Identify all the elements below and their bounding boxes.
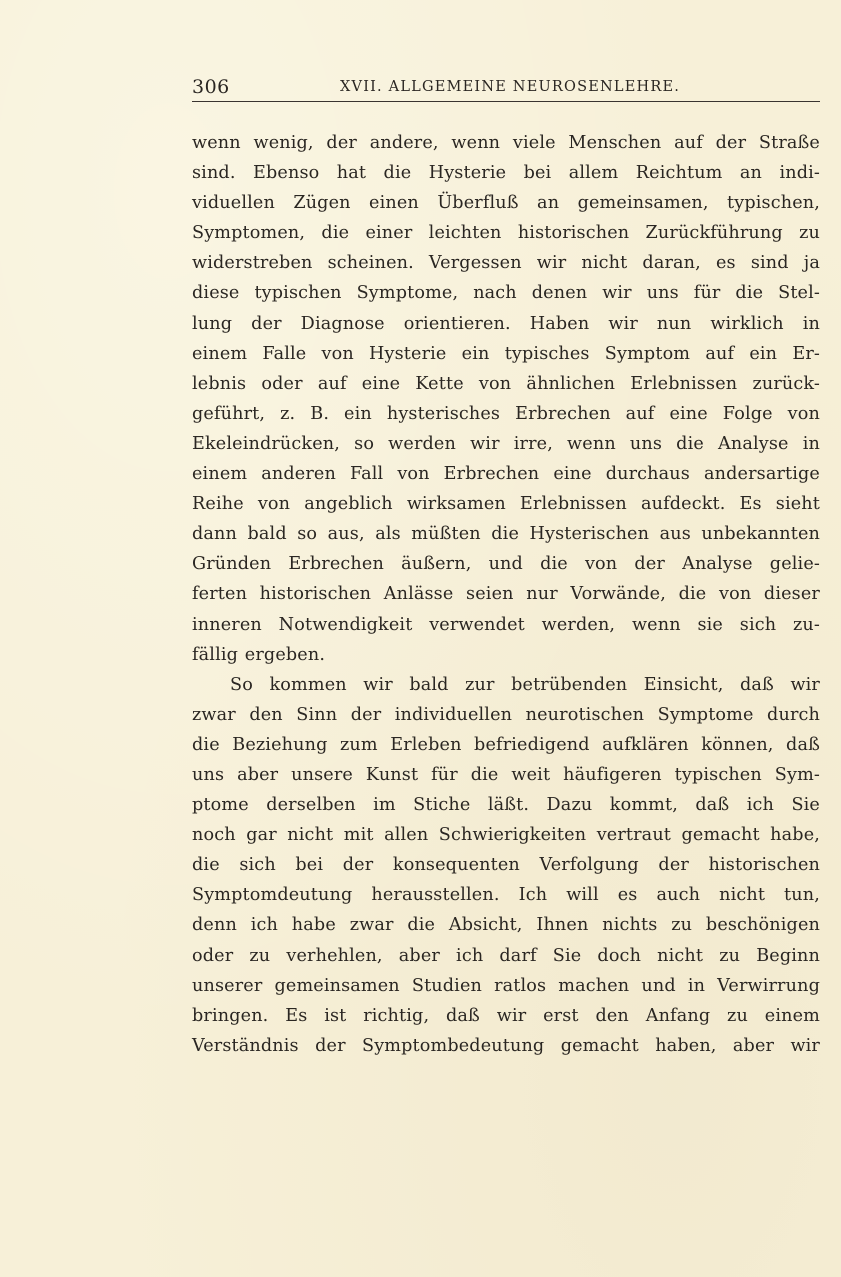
text-line: unserer gemeinsamen Studien ratlos machen und in Verwirrung (192, 975, 820, 996)
text-line: wenn wenig, der andere, wenn viele Menschen auf der Straße (192, 133, 820, 153)
text-line: Symptomen, die einer leichten historischen Zurückführung zu (192, 223, 820, 244)
text-line: lung der Diagnose orientieren. Haben wir nun wirklich in (192, 313, 820, 334)
page-number: 306 (192, 76, 230, 98)
text-line: uns aber unsere Kunst für die weit häufigeren typischen Sym- (192, 764, 820, 785)
text-line: denn ich habe zwar die Absicht, Ihnen nichts zu beschönigen (192, 915, 820, 936)
text-line: Gründen Erbrechen äußern, und die von der Analyse gelie- (192, 554, 820, 575)
running-head (192, 74, 820, 100)
text-line: geführt, z. B. ein hysterisches Erbrechen auf eine Folge von (192, 403, 820, 424)
text-line: noch gar nicht mit allen Schwierigkeiten vertraut gemacht habe, (192, 825, 820, 846)
text-line: die Beziehung zum Erleben befriedigend aufklären können, daß (192, 734, 820, 755)
text-line: ferten historischen Anlässe seien nur Vorwände, die von dieser (192, 584, 820, 605)
text-line: dann bald so aus, als müßten die Hysterischen aus unbekannten (192, 524, 820, 545)
text-line: sind. Ebenso hat die Hysterie bei allem Reichtum an indi- (192, 163, 820, 184)
text-line: einem Falle von Hysterie ein typisches Symptom auf ein Er- (192, 343, 820, 364)
body-text (192, 128, 820, 1061)
text-line: widerstreben scheinen. Vergessen wir nicht daran, es sind ja (192, 253, 820, 274)
header-rule (192, 101, 820, 102)
text-line: Reihe von angeblich wirksamen Erlebnissen aufdeckt. Es sieht (192, 494, 820, 515)
text-line: bringen. Es ist richtig, daß wir erst den Anfang zu einem (192, 1005, 820, 1026)
paragraph-last-line: fällig ergeben. (192, 644, 326, 665)
text-line: ptome derselben im Stiche läßt. Dazu kommt, daß ich Sie (192, 795, 820, 816)
text-line: inneren Notwendigkeit verwendet werden, wenn sie sich zu- (192, 614, 820, 635)
running-title: XVII. ALLGEMEINE NEUROSENLEHRE. (340, 79, 681, 95)
text-line: lebnis oder auf eine Kette von ähnlichen Erlebnissen zurück- (192, 373, 820, 394)
text-line: Verständnis der Symptombedeutung gemacht haben, aber wir (192, 1035, 820, 1056)
text-line: oder zu verhehlen, aber ich darf Sie doch nicht zu Beginn (192, 945, 820, 966)
text-line: diese typischen Symptome, nach denen wir uns für die Stel- (192, 283, 820, 304)
text-line: Ekeleindrücken, so werden wir irre, wenn uns die Analyse in (192, 433, 820, 454)
text-line: einem anderen Fall von Erbrechen eine durchaus andersartige (192, 464, 820, 485)
paragraph-first-line: So kommen wir bald zur betrübenden Einsicht, daß wir (230, 674, 820, 695)
text-line: Symptomdeutung herausstellen. Ich will es auch nicht tun, (192, 885, 820, 906)
text-line: die sich bei der konsequenten Verfolgung der historischen (192, 855, 820, 876)
text-line: viduellen Zügen einen Überfluß an gemeinsamen, typischen, (192, 193, 820, 214)
text-line: zwar den Sinn der individuellen neurotischen Symptome durch (192, 704, 820, 725)
